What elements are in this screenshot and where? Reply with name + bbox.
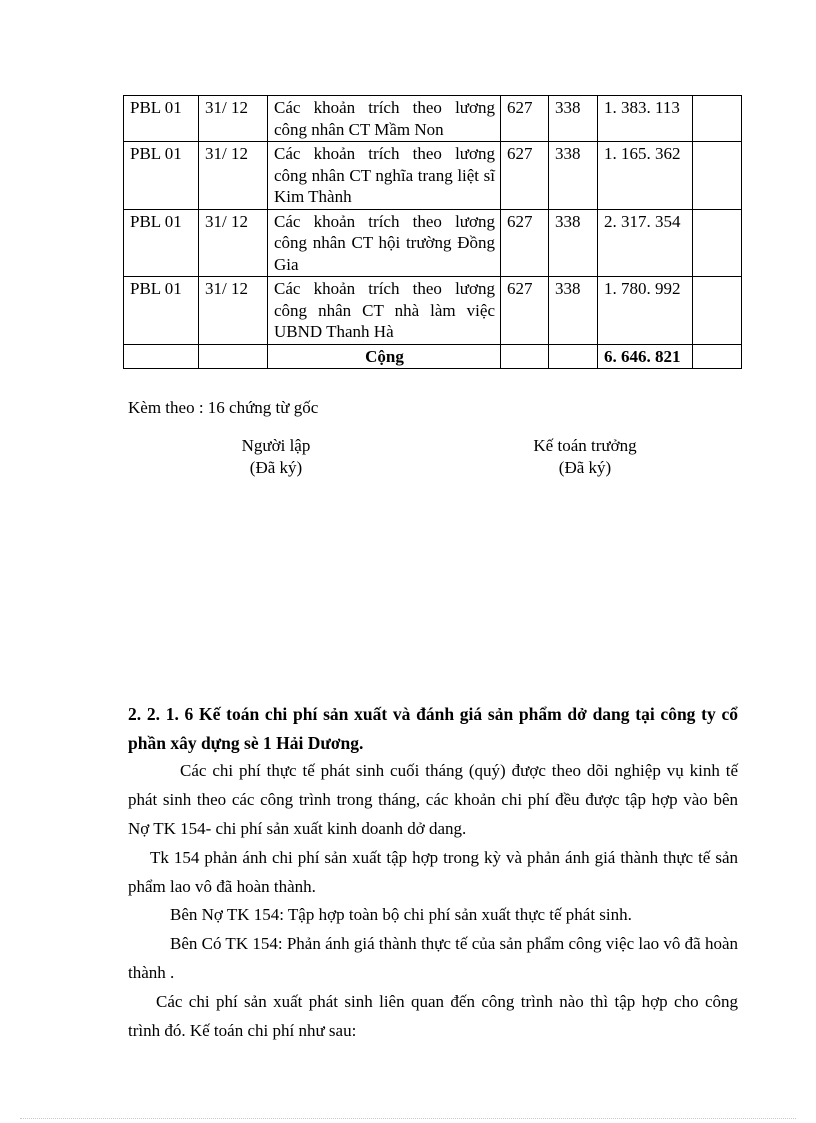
doc-code: PBL 01 (124, 209, 199, 277)
amount (598, 96, 693, 142)
amount-part: 362 (655, 144, 681, 163)
amount-part: 113 (655, 98, 680, 117)
table-row (124, 209, 742, 277)
amount-part: 165. (621, 144, 651, 163)
doc-date: 31/ 12 (199, 209, 268, 277)
debit-account: 627 (501, 209, 549, 277)
empty-cell (693, 344, 742, 369)
preparer-title: Người lập (241, 436, 311, 455)
total-label: Cộng (268, 344, 501, 369)
preparer-signed: (Đã ký) (249, 458, 303, 477)
debit-account: 627 (501, 142, 549, 210)
entry-description: Các khoản trích theo lương công nhân CT hội trường Đồng Gia (268, 209, 501, 277)
extra-cell (693, 96, 742, 142)
empty-cell (501, 344, 549, 369)
chief-signed: (Đã ký) (558, 458, 612, 477)
credit-account: 338 (549, 209, 598, 277)
table-row (124, 277, 742, 345)
doc-date: 31/ 12 (199, 277, 268, 345)
debit-account: 627 (501, 96, 549, 142)
table-row (124, 96, 742, 142)
doc-date: 31/ 12 (199, 142, 268, 210)
attachment-note: Kèm theo : 16 chứng từ gốc (128, 398, 319, 417)
entry-description: Các khoản trích theo lương công nhân CT nhà làm việc UBND Thanh Hà (268, 277, 501, 345)
extra-cell (693, 142, 742, 210)
entry-description: Các khoản trích theo lương công nhân CT nghĩa trang liệt sĩ Kim Thành (268, 142, 501, 210)
amount-part: 6. (604, 346, 617, 366)
amount (598, 277, 693, 345)
doc-code: PBL 01 (124, 142, 199, 210)
paragraph: Các chi phí thực tế phát sinh cuối tháng (quý) được theo dõi nghiệp vụ kinh tế phát sinh theo các công trình trong tháng, các khoản chi phí đều được tập hợp vào bên Nợ TK 154- chi phí sản xuất kinh doanh dở dang. (128, 761, 738, 838)
total-row (124, 344, 742, 369)
amount-part: 780. (621, 279, 651, 298)
amount-part: 992 (655, 279, 681, 298)
doc-code: PBL 01 (124, 96, 199, 142)
paragraph: Tk 154 phản ánh chi phí sản xuất tập hợp trong kỳ và phản ánh giá thành thực tế sản phẩm lao vô đã hoàn thành. (128, 848, 738, 896)
paragraph: Bên Nợ TK 154: Tập hợp toàn bộ chi phí sản xuất thực tế phát sinh. (170, 905, 632, 924)
amount (598, 209, 693, 277)
amount-part: 821 (655, 346, 681, 366)
amount-part: 317. (621, 211, 651, 231)
amount-part: 1. (604, 279, 617, 298)
section-heading: 2. 2. 1. 6 Kế toán chi phí sản xuất và đánh giá sản phẩm dở dang tại công ty cổ phần xây dựng sè 1 Hải Dương. (128, 704, 738, 753)
empty-cell (199, 344, 268, 369)
total-amount (598, 344, 693, 369)
table-row (124, 142, 742, 210)
extra-cell (693, 209, 742, 277)
amount-part: 354 (655, 211, 681, 231)
amount-part: 383. (621, 98, 651, 117)
doc-date: 31/ 12 (199, 96, 268, 142)
entry-description: Các khoản trích theo lương công nhân CT Mầm Non (268, 96, 501, 142)
preparer-signature (196, 435, 356, 479)
empty-cell (124, 344, 199, 369)
ledger-table (123, 95, 742, 369)
credit-account: 338 (549, 96, 598, 142)
amount-part: 646. (621, 346, 651, 366)
amount (598, 142, 693, 210)
credit-account: 338 (549, 142, 598, 210)
amount-part: 1. (604, 98, 617, 117)
amount-part: 2. (604, 211, 617, 231)
page-bottom-divider (20, 1118, 796, 1119)
empty-cell (549, 344, 598, 369)
paragraph: Bên Có TK 154: Phản ánh giá thành thực tế của sản phẩm công việc lao vô đã hoàn thành . (128, 934, 738, 982)
debit-account: 627 (501, 277, 549, 345)
amount-part: 1. (604, 144, 617, 163)
chief-title: Kế toán trưởng (533, 436, 637, 455)
doc-code: PBL 01 (124, 277, 199, 345)
paragraph: Các chi phí sản xuất phát sinh liên quan đến công trình nào thì tập hợp cho công trình đó. Kế toán chi phí như sau: (128, 992, 738, 1040)
extra-cell (693, 277, 742, 345)
credit-account: 338 (549, 277, 598, 345)
chief-accountant-signature (495, 435, 675, 479)
